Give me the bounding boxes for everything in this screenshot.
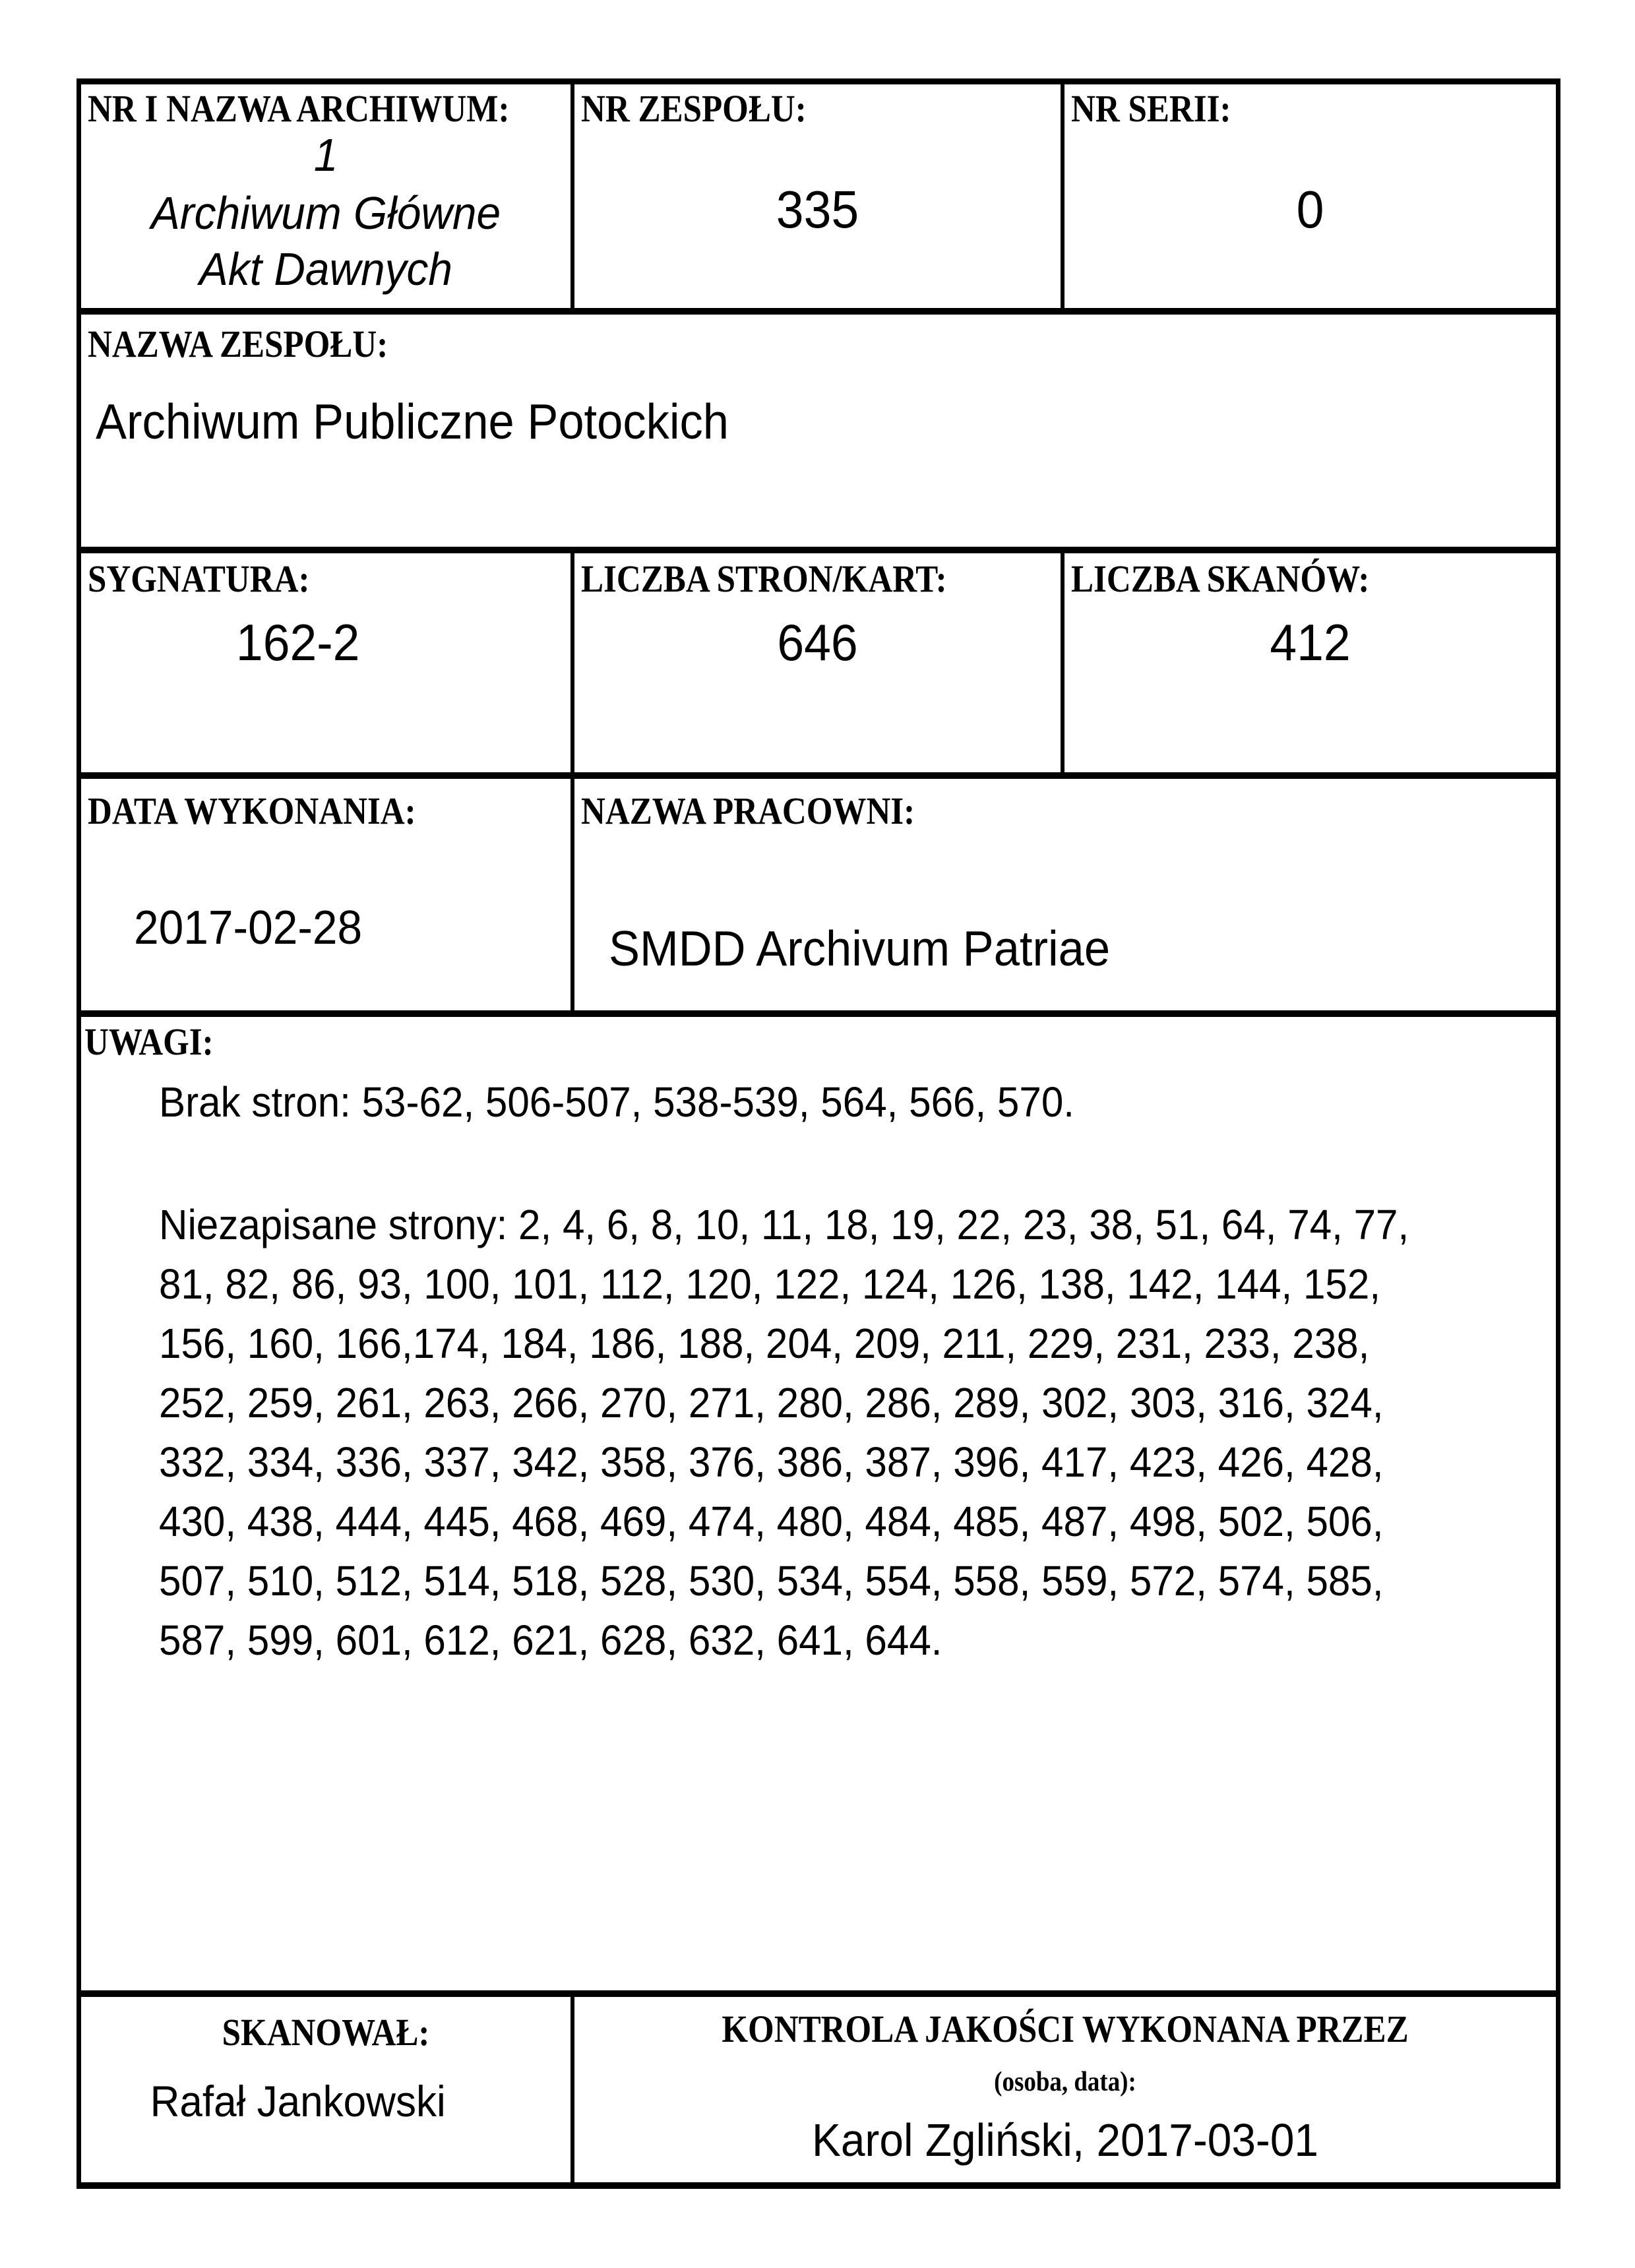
cell-fonds-number: [574, 84, 1061, 308]
cell-signature: [81, 553, 571, 772]
cell-archive-name: [81, 84, 571, 308]
cell-scan-count: [1064, 553, 1556, 772]
cell-remarks: [81, 1017, 1556, 1990]
remarks-blank-pages-line: 81, 82, 86, 93, 100, 101, 112, 120, 122, 124, 126, 138, 142, 144, 152,: [159, 1260, 1381, 1308]
signature-label: SYGNATURA:: [88, 557, 310, 600]
page-count-value: 646: [777, 613, 858, 671]
remarks-blank-pages-line: 507, 510, 512, 514, 518, 528, 530, 534, 554, 558, 559, 572, 574, 585,: [159, 1557, 1384, 1605]
cell-series-number: [1064, 84, 1556, 308]
quality-control-sublabel: (osoba, data):: [994, 2067, 1136, 2097]
archive-name-value-line2: Akt Dawnych: [199, 243, 452, 295]
fonds-name-label: NAZWA ZESPOŁU:: [88, 322, 388, 365]
scan-count-label: LICZBA SKANÓW:: [1071, 557, 1370, 600]
workshop-name-value: SMDD Archivum Patriae: [609, 921, 1111, 976]
series-number-value: 0: [1296, 180, 1324, 239]
cell-workshop-name: [574, 779, 1556, 1010]
quality-control-value: Karol Zgliński, 2017-03-01: [811, 2114, 1319, 2166]
remarks-blank-pages-line: Niezapisane strony: 2, 4, 6, 8, 10, 11, 18, 19, 22, 23, 38, 51, 64, 74, 77,: [159, 1201, 1409, 1248]
remarks-blank-pages-line: 332, 334, 336, 337, 342, 358, 376, 386, 387, 396, 417, 423, 426, 428,: [159, 1438, 1384, 1486]
scanned-by-label: SKANOWAŁ:: [222, 2011, 430, 2054]
fonds-number-value: 335: [776, 180, 859, 239]
cell-scanned-by: [81, 1997, 571, 2182]
fonds-name-value: Archiwum Publiczne Potockich: [96, 394, 729, 449]
cell-page-count: [574, 553, 1061, 772]
remarks-blank-pages-line: 587, 599, 601, 612, 621, 628, 632, 641, 644.: [159, 1616, 942, 1664]
series-number-label: NR SERII:: [1071, 87, 1231, 130]
scan-count-value: 412: [1270, 613, 1351, 671]
remarks-missing-pages: Brak stron: 53-62, 506-507, 538-539, 564, 566, 570.: [159, 1078, 1074, 1126]
remarks-blank-pages-line: 430, 438, 444, 445, 468, 469, 474, 480, 484, 485, 487, 498, 502, 506,: [159, 1498, 1384, 1545]
archive-number-value: 1: [313, 129, 338, 181]
creation-date-value: 2017-02-28: [134, 902, 363, 954]
cell-fonds-name: [81, 315, 1556, 547]
archive-name-label: NR I NAZWA ARCHIWUM:: [88, 87, 510, 130]
creation-date-label: DATA WYKONANIA:: [88, 789, 416, 832]
signature-value: 162-2: [235, 613, 360, 671]
page-count-label: LICZBA STRON/KART:: [581, 557, 947, 600]
remarks-label: UWAGI:: [84, 1020, 214, 1063]
archive-name-value-line1: Archiwum Główne: [150, 187, 501, 239]
remarks-blank-pages-line: 252, 259, 261, 263, 266, 270, 271, 280, 286, 289, 302, 303, 316, 324,: [159, 1379, 1384, 1426]
fonds-number-label: NR ZESPOŁU:: [581, 87, 807, 130]
metadata-table: [77, 78, 1560, 2189]
remarks-blank-pages-list: [159, 1195, 1409, 1670]
remarks-blank-pages-line: 156, 160, 166,174, 184, 186, 188, 204, 209, 211, 229, 231, 233, 238,: [159, 1320, 1370, 1367]
cell-quality-control: [574, 1997, 1556, 2182]
cell-creation-date: [81, 779, 571, 1010]
workshop-name-label: NAZWA PRACOWNI:: [581, 789, 915, 832]
quality-control-label: KONTROLA JAKOŚCI WYKONANA PRZEZ: [722, 2007, 1409, 2050]
scanned-by-value: Rafał Jankowski: [150, 2077, 446, 2126]
